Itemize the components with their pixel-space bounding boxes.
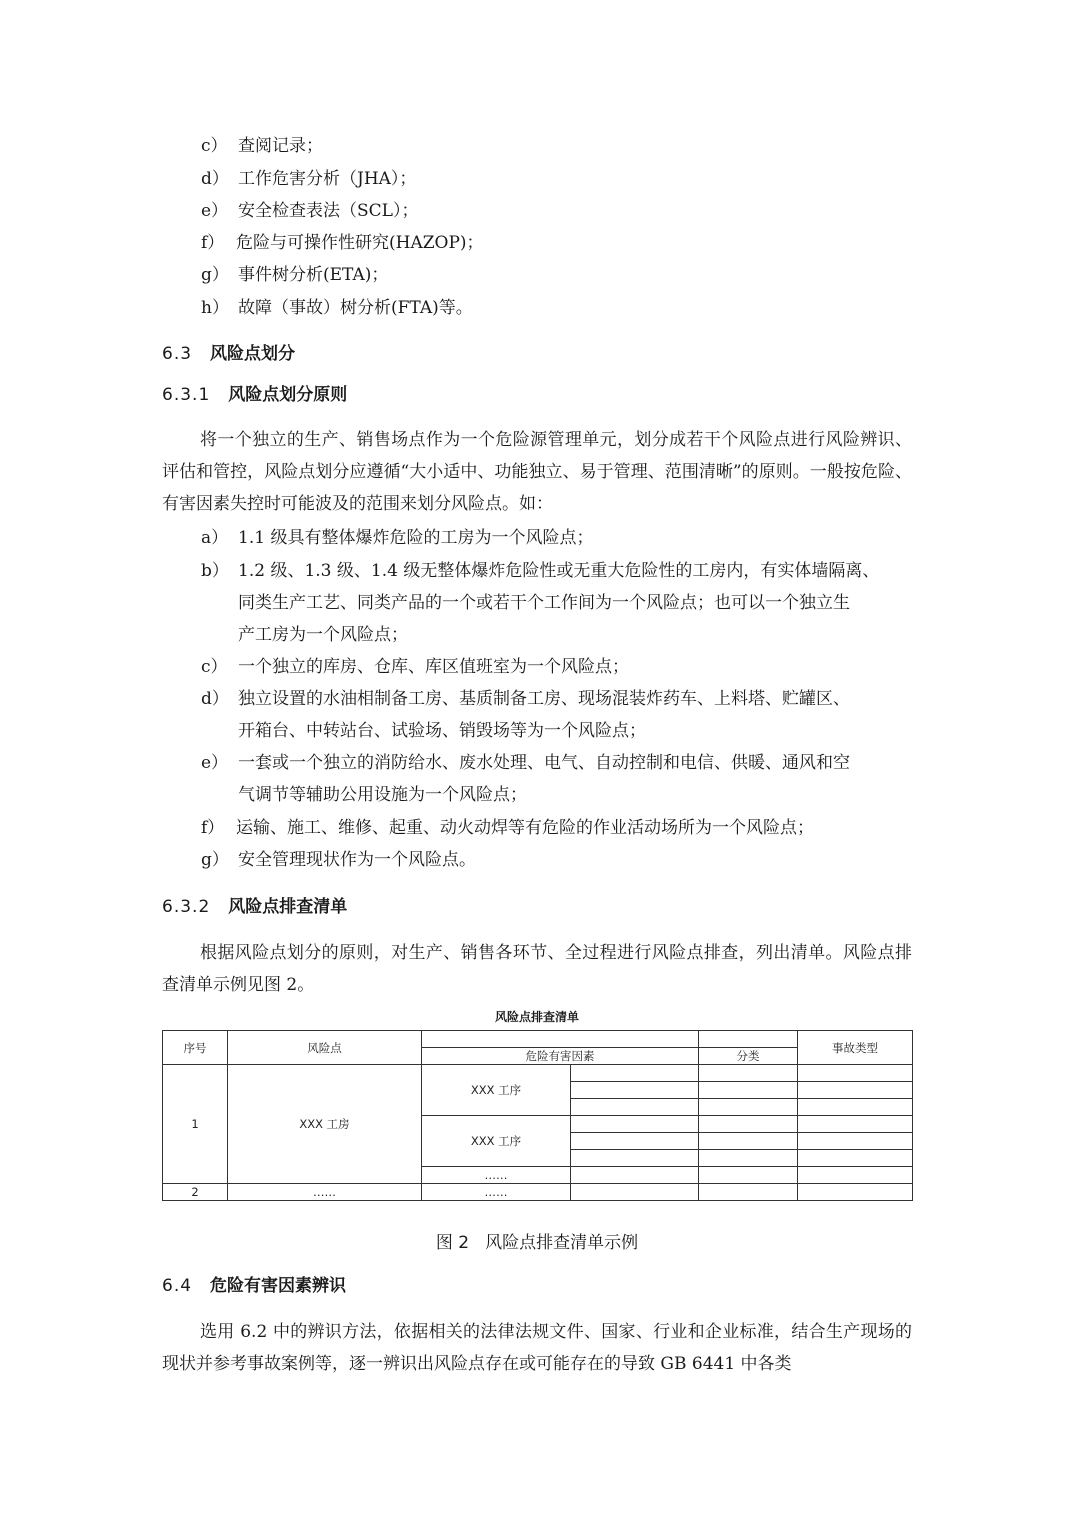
list-item-text: 开箱台、中转站台、试验场、销毁场等为一个风险点； [238, 721, 646, 741]
header-risk-point: 风险点 [228, 1031, 422, 1065]
table-header-row [163, 1031, 913, 1048]
list-item-text: 查阅记录； [238, 136, 323, 156]
table-cell [699, 1082, 798, 1099]
header-empty [699, 1031, 798, 1048]
table-row [163, 1065, 913, 1082]
table-cell [798, 1150, 913, 1167]
list-item-label: f） [201, 818, 225, 838]
list-item-text: 产工房为一个风险点； [238, 625, 408, 645]
table-cell [798, 1116, 913, 1133]
list-item-text: 安全检查表法（SCL）； [238, 201, 419, 221]
body-paragraph: 选用 6.2 中的辨识方法，依据相关的法律法规文件、国家、行业和企业标准，结合生产现场的现状并参考事故案例等，逐一辨识出风险点存在或可能存在的导致 GB 6441 中各类 [162, 1322, 912, 1374]
table-cell [798, 1167, 913, 1184]
cell-process: XXX 工序 [422, 1116, 571, 1167]
list-item-label: g） [201, 265, 229, 285]
list-item-text: 1.2 级、1.3 级、1.4 级无整体爆炸危险性或无重大危险性的工房内，有实体墙隔离、 [238, 561, 880, 581]
body-paragraph: 将一个独立的生产、销售场点作为一个危险源管理单元，划分成若干个风险点进行风险辨识、评估和管控，风险点划分应遵循“大小适中、功能独立、易于管理、范围清晰”的原则。一般按危险、有害因素失控时可能波及的范围来划分风险点。如： [162, 430, 912, 514]
table-cell [571, 1167, 699, 1184]
table-cell [571, 1099, 699, 1116]
table-cell [798, 1133, 913, 1150]
section-title: 风险点划分原则 [228, 385, 348, 405]
section-title: 风险点划分 [210, 344, 296, 364]
cell-risk-point: XXX 工房 [228, 1065, 422, 1184]
list-item-label: e） [201, 201, 229, 221]
table-cell [571, 1082, 699, 1099]
cell-seq: 2 [163, 1184, 228, 1201]
section-title: 危险有害因素辨识 [210, 1276, 347, 1296]
list-item-label: d） [201, 169, 229, 189]
table-cell [571, 1065, 699, 1082]
section-number: 6.4 [162, 1276, 193, 1296]
cell-process-ellipsis: …… [422, 1167, 571, 1184]
table-cell [571, 1116, 699, 1133]
figure-caption-text: 风险点排查清单示例 [485, 1233, 639, 1253]
list-item-text: 气调节等辅助公用设施为一个风险点； [238, 785, 527, 805]
section-number: 6.3.2 [162, 897, 211, 917]
table-row [163, 1184, 913, 1201]
table-cell [571, 1150, 699, 1167]
list-item-label: f） [201, 233, 225, 253]
section-number: 6.3.1 [162, 385, 211, 405]
table-cell [699, 1184, 798, 1201]
list-item-label: c） [201, 657, 228, 677]
section-number: 6.3 [162, 344, 193, 364]
list-item-text: 运输、施工、维修、起重、动火动焊等有危险的作业活动场所为一个风险点； [236, 818, 814, 838]
header-category: 分类 [699, 1048, 798, 1065]
table-cell [571, 1133, 699, 1150]
cell-risk-point: …… [228, 1184, 422, 1201]
body-paragraph: 根据风险点划分的原则，对生产、销售各环节、全过程进行风险点排查，列出清单。风险点排查清单示例见图 2。 [162, 943, 912, 995]
list-item-text: 工作危害分析（JHA）； [238, 169, 417, 189]
list-item-text: 故障（事故）树分析(FTA)等。 [238, 298, 473, 318]
subsection-heading [162, 896, 347, 918]
subsection-heading [162, 384, 347, 406]
table-title: 风险点排查清单 [494, 1010, 579, 1024]
cell-process-ellipsis: …… [422, 1184, 571, 1201]
table-cell [798, 1082, 913, 1099]
figure-caption [162, 1228, 912, 1253]
table-cell [571, 1184, 699, 1201]
list-item-label: a） [201, 528, 229, 548]
list-item-text: 一个独立的库房、仓库、库区值班室为一个风险点； [238, 657, 629, 677]
list-item-text: 独立设置的水油相制备工房、基质制备工房、现场混装炸药车、上料塔、贮罐区、 [238, 689, 850, 709]
table-cell [699, 1065, 798, 1082]
list-item-text: 事件树分析(ETA)； [238, 265, 389, 285]
table-cell [699, 1133, 798, 1150]
table-cell [798, 1099, 913, 1116]
list-item-text: 同类生产工艺、同类产品的一个或若干个工作间为一个风险点；也可以一个独立生 [238, 593, 850, 613]
section-title: 风险点排查清单 [228, 897, 348, 917]
list-item-label: h） [201, 298, 229, 318]
header-accident-type: 事故类型 [798, 1031, 913, 1065]
header-seq: 序号 [163, 1031, 228, 1065]
cell-seq: 1 [163, 1065, 228, 1184]
list-item-text: 安全管理现状作为一个风险点。 [238, 850, 476, 870]
list-item-label: g） [201, 850, 229, 870]
list-item-text: 危险与可操作性研究(HAZOP)； [236, 233, 484, 253]
list-item-label: b） [201, 561, 229, 581]
cell-process: XXX 工序 [422, 1065, 571, 1116]
table-cell [798, 1065, 913, 1082]
header-hazard-factor: 危险有害因素 [422, 1048, 699, 1065]
list-item-label: e） [201, 753, 229, 773]
section-heading [162, 1275, 346, 1297]
section-heading [162, 343, 295, 365]
table-cell [798, 1184, 913, 1201]
table-cell [699, 1099, 798, 1116]
list-item-label: d） [201, 689, 229, 709]
list-item-text: 一套或一个独立的消防给水、废水处理、电气、自动控制和电信、供暖、通风和空 [238, 753, 850, 773]
figure-number: 图 2 [435, 1233, 470, 1253]
list-item-text: 1.1 级具有整体爆炸危险的工房为一个风险点； [238, 528, 594, 548]
table-cell [699, 1150, 798, 1167]
table-cell [699, 1167, 798, 1184]
risk-point-table [162, 1030, 913, 1201]
header-empty [422, 1031, 699, 1048]
table-cell [699, 1116, 798, 1133]
list-item-label: c） [201, 136, 228, 156]
